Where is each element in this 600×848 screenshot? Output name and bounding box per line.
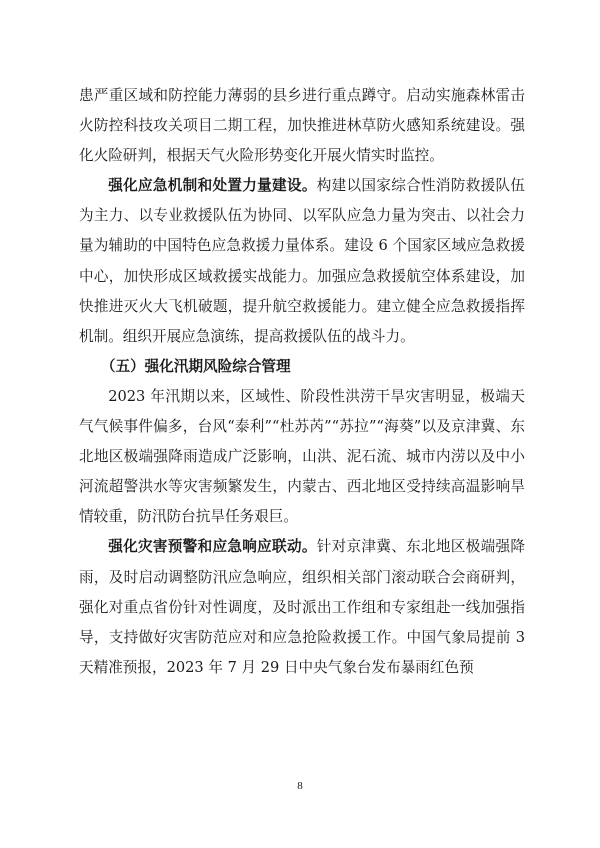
page-number: 8	[297, 780, 303, 792]
disaster-warning-lead: 强化灾害预警和应急响应联动。	[108, 538, 317, 556]
body-text	[79, 81, 525, 683]
paragraph-flood-season: 2023 年汛期以来，区域性、阶段性洪涝干旱灾害明显，极端天气气候事件偏多，台风“泰利”“杜苏芮”“苏拉”“海葵”以及京津冀、东北地区极端强降雨造成广泛影响，山洪、泥石流、城市内涝以及中小河流超警洪水等灾害频繁发生，内蒙古、西北地区受持续高温影响旱情较重，防汛防台抗旱任务艰巨。	[79, 387, 525, 526]
paragraph-disaster-warning	[79, 532, 525, 682]
paragraph-fire-prevention: 患严重区域和防控能力薄弱的县乡进行重点蹲守。启动实施森林雷击火防控科技攻关项目二期工程，加快推进林草防火感知系统建设。强化火险研判，根据天气火险形势变化开展火情实时监控。	[79, 87, 525, 165]
paragraph-emergency-mechanism	[79, 171, 525, 352]
section-heading-flood-risk: （五）强化汛期风险综合管理	[100, 357, 291, 375]
emergency-mechanism-body: 构建以国家综合性消防救援队伍为主力、以专业救援队伍为协同、以军队应急力量为突击、以社会力量为辅助的中国特色应急救援力量体系。建设 6 个国家区域应急救援中心，加快形成区域救援实战能力。加强应急救援航空体系建设，加快推进灭火大飞机破题，提升航空救援能力。建立健全应急救援指挥机制。组织开展应急演练，提高救援队伍的战斗力。	[79, 177, 525, 345]
emergency-mechanism-lead: 强化应急机制和处置力量建设。	[108, 177, 317, 195]
disaster-warning-body: 针对京津冀、东北地区极端强降雨，及时启动调整防汛应急响应，组织相关部门滚动联合会商研判，强化对重点省份针对性调度，及时派出工作组和专家组赴一线加强指导，支持做好灾害防范应对和应急抢险救援工作。中国气象局提前 3 天精准预报，2023 年 7 月 29 日中央气象台发布暴雨红色预	[79, 538, 525, 676]
